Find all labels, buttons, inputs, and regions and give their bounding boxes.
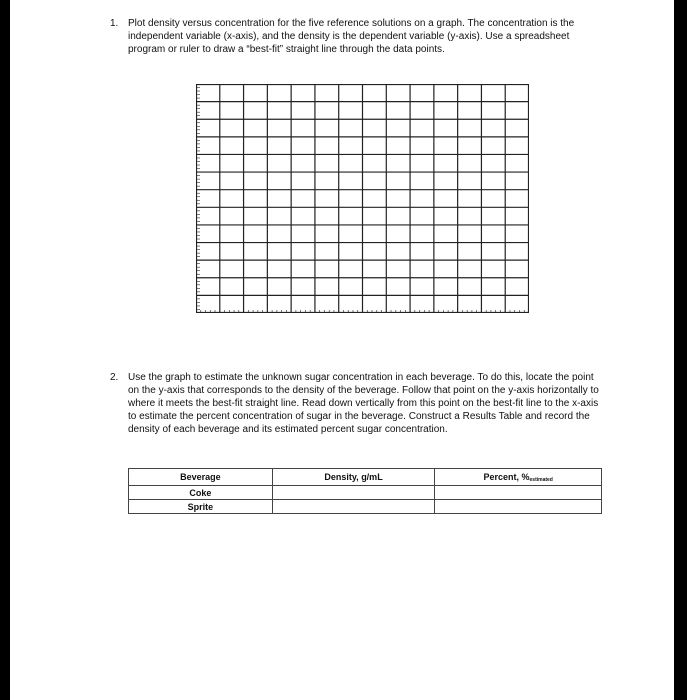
table-row [129, 486, 602, 500]
row-density-cell[interactable] [272, 486, 435, 500]
row-beverage-cell: Sprite [129, 500, 273, 514]
table-row [129, 500, 602, 514]
question-2-number: 2. [110, 372, 119, 383]
results-header-row [129, 469, 602, 486]
header-percent [435, 469, 602, 486]
row-percent-cell[interactable] [435, 486, 602, 500]
header-density: Density, g/mL [272, 469, 435, 486]
header-beverage: Beverage [129, 469, 273, 486]
blank-graph-grid [196, 84, 529, 313]
question-1-number: 1. [110, 18, 119, 29]
question-2-text: Use the graph to estimate the unknown sugar concentration in each beverage. To do this, locate the point on the y-axis that corresponds to the density of the beverage. Follow that point on the y-axis horizontally to where it meets the best-fit straight line. Read down vertically from this point on the best-fit line to the x-axis to estimate the percent concentration of sugar in the beverage. Construct a Results Table and record the density of each beverage and its estimated percent sugar concentration. [128, 372, 599, 435]
row-density-cell[interactable] [272, 500, 435, 514]
header-percent-subscript: estimated [529, 477, 553, 483]
row-percent-cell[interactable] [435, 500, 602, 514]
graph-paper [196, 84, 529, 313]
row-beverage-cell: Coke [129, 486, 273, 500]
worksheet-page [10, 0, 674, 700]
header-percent-label: Percent, % [483, 472, 530, 482]
results-table [128, 468, 602, 514]
question-1-text: Plot density versus concentration for the five reference solutions on a graph. The concentration is the independent variable (x-axis), and the density is the dependent variable (y-axis). Use a spreadsheet program or ruler to draw a “best-fit” straight line through the data points. [128, 18, 575, 55]
